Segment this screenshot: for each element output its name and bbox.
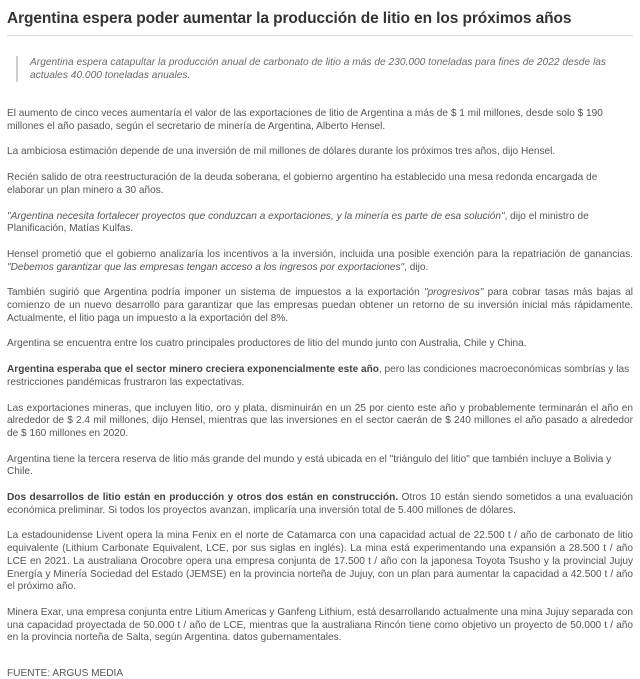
article-body <box>7 108 633 645</box>
kulfas-quote: "Argentina necesita fortalecer proyectos que conduzcan a exportaciones, y la minería es parte de esa solución" <box>7 210 505 222</box>
developments-text: Otros 10 están siendo sometidos a una evaluación económica preliminar. Si todos los proyectos avanzan, implicaría una inversión total de 5.400 millones de dólares. <box>7 492 633 516</box>
export-tax-text-b: para cobrar tasas más bajas al comienzo de un nuevo desarrollo para garantizar que las empresas puedan obtener un retorno de su inversión inicial más rápidamente. Actualmente, el litio paga un impuesto a la exportación del 8%. <box>7 287 633 324</box>
paragraph-export-value: El aumento de cinco veces aumentaría el valor de las exportaciones de litio de Argentina a más de $ 1 mil millones, desde solo $ 190 millones el año pasado, según el secretario de minería de Argentina, Alberto Hensel. <box>7 108 603 132</box>
export-tax-text-a: También sugirió que Argentina podría imponer un sistema de impuestos a la exportación <box>7 287 424 299</box>
paragraph-incentives <box>7 249 633 274</box>
sector-text: , pero las condiciones macroeconómicas sombrías y las restricciones pandémicas frustraron las expectativas. <box>7 364 630 388</box>
article-source: FUENTE: ARGUS MEDIA <box>7 668 124 679</box>
sector-highlight: Argentina esperaba que el sector minero creciera exponencialmente este año <box>7 364 379 376</box>
paragraph-top-producers: Argentina se encuentra entre los cuatro principales productores de litio del mundo junto con Australia, Chile y China. <box>7 338 527 350</box>
paragraph-investment-estimate: La ambiciosa estimación depende de una inversión de mil millones de dólares durante los próximos tres años, dijo Hensel. <box>7 146 556 158</box>
incentives-text: Hensel prometió que el gobierno analizaría los incentivos a la inversión, incluida una posible exención para la repatriación de ganancias. <box>7 248 633 260</box>
progresivos-quote: "progresivos" <box>423 287 484 299</box>
paragraph-kulfas-quote <box>7 211 633 236</box>
kulfas-attribution: , dijo el ministro de Planificación, Matías Kulfas. <box>7 210 589 235</box>
hensel-quote: "Debemos garantizar que las empresas tengan acceso a los ingresos por exportaciones" <box>7 261 405 273</box>
paragraph-lithium-triangle: Argentina tiene la tercera reserva de litio más grande del mundo y está ubicada en el "triángulo del litio" que también incluye a Bolivia y Chile. <box>7 453 612 478</box>
article-title: Argentina espera poder aumentar la producción de litio en los próximos años <box>7 10 572 27</box>
paragraph-mining-exports: Las exportaciones mineras, que incluyen litio, oro y plata, disminuirán en un 25 por ciento este año y probablemente terminarán el año en alrededor de $ 2.4 mil millones, dijo Hensel, mientras que las inversiones en el sector caerán de $ 240 millones el año pasado a alrededor de $ 160 millones en 2020. <box>7 402 633 439</box>
paragraph-developments <box>7 492 633 517</box>
paragraph-minera-exar: Minera Exar, una empresa conjunta entre Litium Americas y Ganfeng Lithium, está desarrollando actualmente una mina Jujuy separada con una capacidad proyectada de 50.000 t / año de LCE, mientras que la australiana Rincón tiene como objetivo un proyecto de 50.000 t / año en la provincia norteña de Salta, según Argentina. datos gubernamentales. <box>7 606 633 644</box>
article-lead: Argentina espera catapultar la producción anual de carbonato de litio a más de 230.000 toneladas para fines de 2022 desde las actuales 40.000 toneladas anuales. <box>16 56 633 82</box>
paragraph-mining-plan: Recién salido de otra reestructuración de la deuda soberana, el gobierno argentino ha establecido una mesa redonda encargada de elaborar un plan minero a 30 años. <box>7 172 598 196</box>
paragraph-livent-orocobre: La estadounidense Livent opera la mina Fenix en el norte de Catamarca con una capacidad actual de 22.500 t / año de carbonato de litio equivalente (Lithium Carbonate Equivalent, LCE, por sus siglas en inglés). La mina está experimentando una expansión a 28.500 t / año LCE en 2021. La australiana Orocobre opera una empresa conjunta de 17.500 t / año con la japonesa Toyota Tsusho y la provincial Jujuy Energía y Minería Sociedad del Estado (JEMSE) en la provincia norteña de Jujuy, con un plan para aumentar la capacidad a 42.500 t / año el próximo año. <box>7 530 633 593</box>
paragraph-export-tax <box>7 287 633 325</box>
developments-highlight: Dos desarrollos de litio están en producción y otros dos están en construcción. <box>7 492 399 504</box>
hensel-attribution: , dijo. <box>404 261 429 273</box>
paragraph-sector-expectations <box>7 364 633 389</box>
title-divider <box>7 35 633 36</box>
